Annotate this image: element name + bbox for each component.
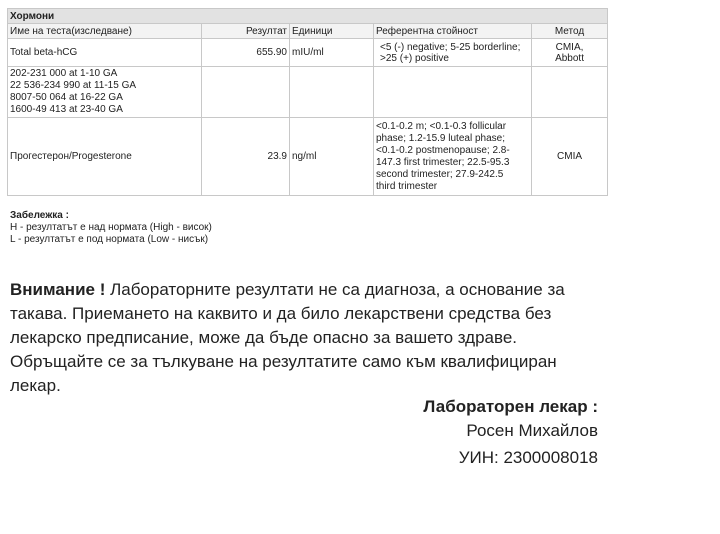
header-result: Резултат bbox=[202, 24, 290, 39]
empty-cell bbox=[532, 67, 608, 118]
header-test-name: Име на теста(изследване) bbox=[8, 24, 202, 39]
header-unit: Единици bbox=[290, 24, 374, 39]
note-high: H - резултатът е над нормата (High - висок) bbox=[10, 222, 212, 233]
test-unit: ng/ml bbox=[290, 118, 374, 196]
reference-ranges-note: 202-231 000 at 1-10 GA 22 536-234 990 at 11-15 GA 8007-50 064 at 16-22 GA 1600-49 413 at 23-40 GA bbox=[8, 67, 202, 118]
header-row bbox=[8, 24, 608, 39]
table-row bbox=[8, 39, 608, 67]
warning-text: Лабораторните резултати не са диагноза, а основание за такава. Приемането на каквито и да било лекарствени средства без лекарско предписание, може да бъде опасно за вашето здраве. Обръщайте се за тълкуване на резултатите само към квалифициран лекар. bbox=[10, 280, 565, 395]
header-reference: Референтна стойност bbox=[374, 24, 532, 39]
empty-cell bbox=[202, 67, 290, 118]
empty-cell bbox=[374, 67, 532, 118]
test-result: 655.90 bbox=[202, 39, 290, 67]
note-title: Забележка : bbox=[10, 210, 69, 221]
doctor-uin: УИН: 2300008018 bbox=[458, 448, 598, 467]
test-unit: mIU/ml bbox=[290, 39, 374, 67]
legend-note bbox=[10, 210, 212, 246]
test-name: Прогестерон/Progesterone bbox=[8, 118, 202, 196]
warning-label: Внимание ! bbox=[10, 280, 106, 299]
table-row bbox=[8, 67, 608, 118]
test-result: 23.9 bbox=[202, 118, 290, 196]
section-title: Хормони bbox=[8, 9, 608, 24]
test-method: CMIA, Abbott bbox=[532, 39, 608, 67]
results-table bbox=[7, 8, 608, 196]
test-method: CMIA bbox=[532, 118, 608, 196]
test-reference: <5 (-) negative; 5-25 borderline; >25 (+) positive bbox=[374, 39, 532, 67]
table-row bbox=[8, 118, 608, 196]
signature-title: Лабораторен лекар : bbox=[423, 397, 598, 416]
note-low: L - резултатът е под нормата (Low - нисък) bbox=[10, 234, 209, 245]
test-reference: <0.1-0.2 m; <0.1-0.3 follicular phase; 1.2-15.9 luteal phase; <0.1-0.2 postmenopause; 2.8- 147.3 first trimester; 22.5-95.3 second trimester; 27.9-242.5 third trimester bbox=[374, 118, 532, 196]
header-method: Метод bbox=[532, 24, 608, 39]
empty-cell bbox=[290, 67, 374, 118]
warning-paragraph bbox=[10, 278, 610, 398]
doctor-name: Росен Михайлов bbox=[466, 421, 598, 440]
test-name: Total beta-hCG bbox=[8, 39, 202, 67]
section-row bbox=[8, 9, 608, 24]
